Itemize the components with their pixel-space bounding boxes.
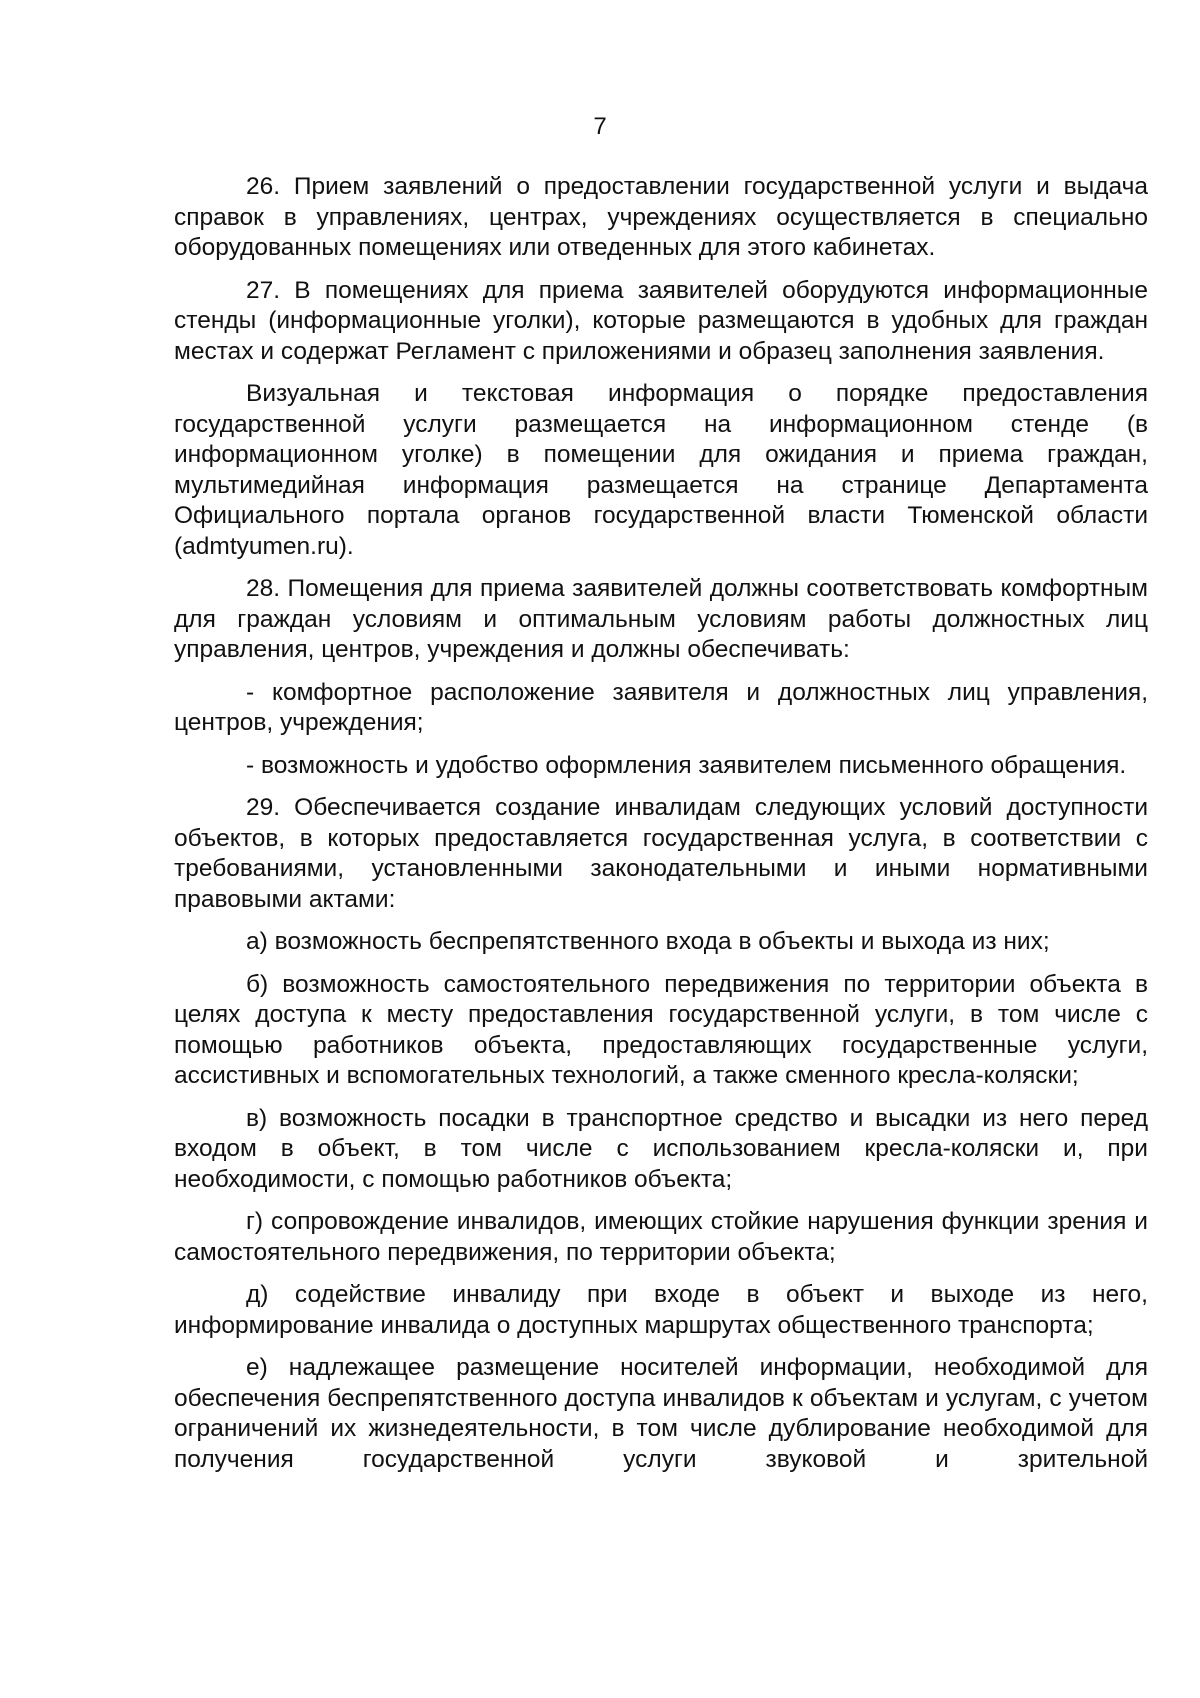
paragraph-visual-info: Визуальная и текстовая информация о порядке предоставления государственной услуги размещается на информационном стенде (в информационном уголке) в помещении для ожидания и приема граждан, мультимедийная информация размещается на странице Департамента Официального портала органов государственной власти Тюменской области (admtyumen.ru). — [174, 380, 1148, 560]
paragraph-29: 29. Обеспечивается создание инвалидам следующих условий доступности объектов, в которых предоставляется государственная услуга, в соответствии с требованиями, установленными законодательными и иными нормативными правовыми актами: — [174, 794, 1148, 913]
paragraph-26: 26. Прием заявлений о предоставлении государственной услуги и выдача справок в управлениях, центрах, учреждениях осуществляется в специально оборудованных помещениях или отведенных для этого кабинетах. — [174, 173, 1148, 261]
paragraph-28: 28. Помещения для приема заявителей должны соответствовать комфортным для граждан условиям и оптимальным условиям работы должностных лиц управления, центров, учреждения и должны обеспечивать: — [174, 575, 1148, 663]
paragraph-27: 27. В помещениях для приема заявителей оборудуются информационные стенды (информационные уголки), которые размещаются в удобных для граждан местах и содержат Регламент с приложениями и образец заполнения заявления. — [174, 276, 1148, 365]
list-item-v: в) возможность посадки в транспортное средство и высадки из него перед входом в объект, в том числе с использованием кресла-коляски и, при необходимости, с помощью работников объекта; — [174, 1104, 1148, 1193]
page-number: 7 — [593, 113, 607, 140]
list-item-written-appeal: - возможность и удобство оформления заявителем письменного обращения. — [246, 751, 1127, 779]
list-item-e: е) надлежащее размещение носителей информации, необходимой для обеспечения беспрепятственного доступа инвалидов к объектам и услугам, с учетом ограничений их жизнедеятельности, в том числе дублирование необходимой для получения государственной услуги звуковой и зрительной — [174, 1354, 1148, 1473]
list-item-g: г) сопровождение инвалидов, имеющих стойкие нарушения функции зрения и самостоятельного передвижения, по территории объекта; — [174, 1208, 1148, 1266]
list-item-d: д) содействие инвалиду при входе в объект и выходе из него, информирование инвалида о доступных маршрутах общественного транспорта; — [174, 1281, 1148, 1339]
list-item-b: б) возможность самостоятельного передвижения по территории объекта в целях доступа к месту предоставления государственной услуги, в том числе с помощью работников объекта, предоставляющих государственные услуги, ассистивных и вспомогательных технологий, а также сменного кресла-коляски; — [174, 970, 1148, 1089]
list-item-a: а) возможность беспрепятственного входа в объекты и выхода из них; — [246, 928, 1050, 955]
document-body — [174, 172, 1148, 1487]
list-item-comfortable-location: - комфортное расположение заявителя и должностных лиц управления, центров, учреждения; — [174, 678, 1148, 736]
